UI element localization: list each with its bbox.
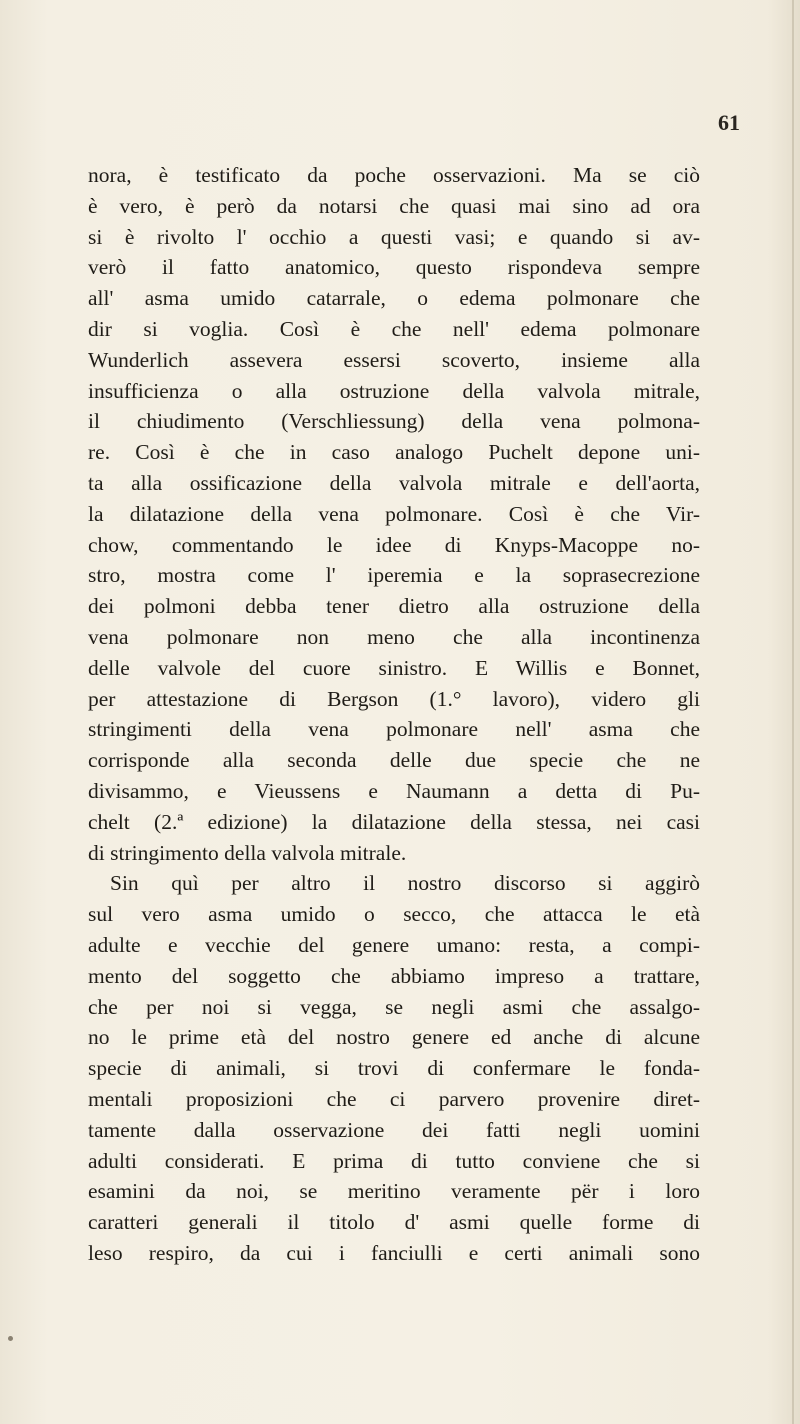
text-line: sul vero asma umido o secco, che attacca le età: [88, 902, 700, 927]
text-line: tamente dalla osservazione dei fatti negli uomini: [88, 1117, 700, 1142]
text-line: chow, commentando le idee di Knyps-Macoppe no-: [88, 532, 700, 557]
text-line: la dilatazione della vena polmonare. Così è che Vir-: [88, 501, 700, 526]
text-line: re. Così è che in caso analogo Puchelt depone uni-: [88, 440, 700, 465]
text-line: specie di animali, si trovi di confermare le fonda-: [88, 1056, 700, 1081]
text-line: Wunderlich assevera essersi scoverto, insieme alla: [88, 347, 700, 372]
text-line: divisammo, e Vieussens e Naumann a detta di Pu-: [88, 778, 700, 803]
text-line: si è rivolto l' occhio a questi vasi; e quando si av-: [88, 224, 700, 249]
text-line: esamini da noi, se meritino veramente për i loro: [88, 1179, 700, 1204]
text-line: di stringimento della valvola mitrale.: [88, 840, 407, 865]
text-line: nora, è testificato da poche osservazioni. Ma se ciò: [88, 163, 700, 187]
text-line: verò il fatto anatomico, questo rispondeva sempre: [88, 255, 700, 280]
paragraph-start-line: Sin quì per altro il nostro discorso si aggirò: [110, 871, 700, 896]
text-line: insufficienza o alla ostruzione della valvola mitrale,: [88, 378, 700, 403]
text-line: dir si voglia. Così è che nell' edema polmonare: [88, 316, 700, 341]
text-line: mentali proposizioni che ci parvero provenire diret-: [88, 1086, 700, 1111]
text-line: il chiudimento (Verschliessung) della vena polmona-: [88, 409, 700, 434]
text-line: adulte e vecchie del genere umano: resta, a compi-: [88, 932, 700, 957]
text-line: mento del soggetto che abbiamo impreso a trattare,: [88, 963, 700, 988]
text-line: no le prime età del nostro genere ed anche di alcune: [88, 1025, 700, 1050]
text-line: dei polmoni debba tener dietro alla ostruzione della: [88, 594, 700, 619]
text-line: per attestazione di Bergson (1.° lavoro), videro gli: [88, 686, 700, 711]
text-line: che per noi si vegga, se negli asmi che assalgo-: [88, 994, 700, 1019]
text-line: ta alla ossificazione della valvola mitrale e dell'aorta,: [88, 470, 700, 495]
text-line: chelt (2.ª edizione) la dilatazione della stessa, nei casi: [88, 809, 700, 834]
page-edge: [792, 0, 794, 1424]
margin-mark: [8, 1336, 13, 1341]
text-line: è vero, è però da notarsi che quasi mai sino ad ora: [88, 193, 700, 218]
text-line: vena polmonare non meno che alla incontinenza: [88, 624, 700, 649]
text-line: leso respiro, da cui i fanciulli e certi animali sono: [88, 1240, 700, 1265]
text-line: stro, mostra come l' iperemia e la soprasecrezione: [88, 563, 700, 588]
text-line: stringimenti della vena polmonare nell' asma che: [88, 717, 700, 742]
text-line: all' asma umido catarrale, o edema polmonare che: [88, 286, 700, 311]
body-text: [88, 160, 700, 1269]
text-line: caratteri generali il titolo d' asmi quelle forme di: [88, 1210, 700, 1235]
page-number: 61: [718, 110, 740, 135]
text-line: corrisponde alla seconda delle due specie che ne: [88, 748, 700, 773]
text-line: delle valvole del cuore sinistro. E Willis e Bonnet,: [88, 655, 700, 680]
text-line: adulti considerati. E prima di tutto conviene che si: [88, 1148, 700, 1173]
